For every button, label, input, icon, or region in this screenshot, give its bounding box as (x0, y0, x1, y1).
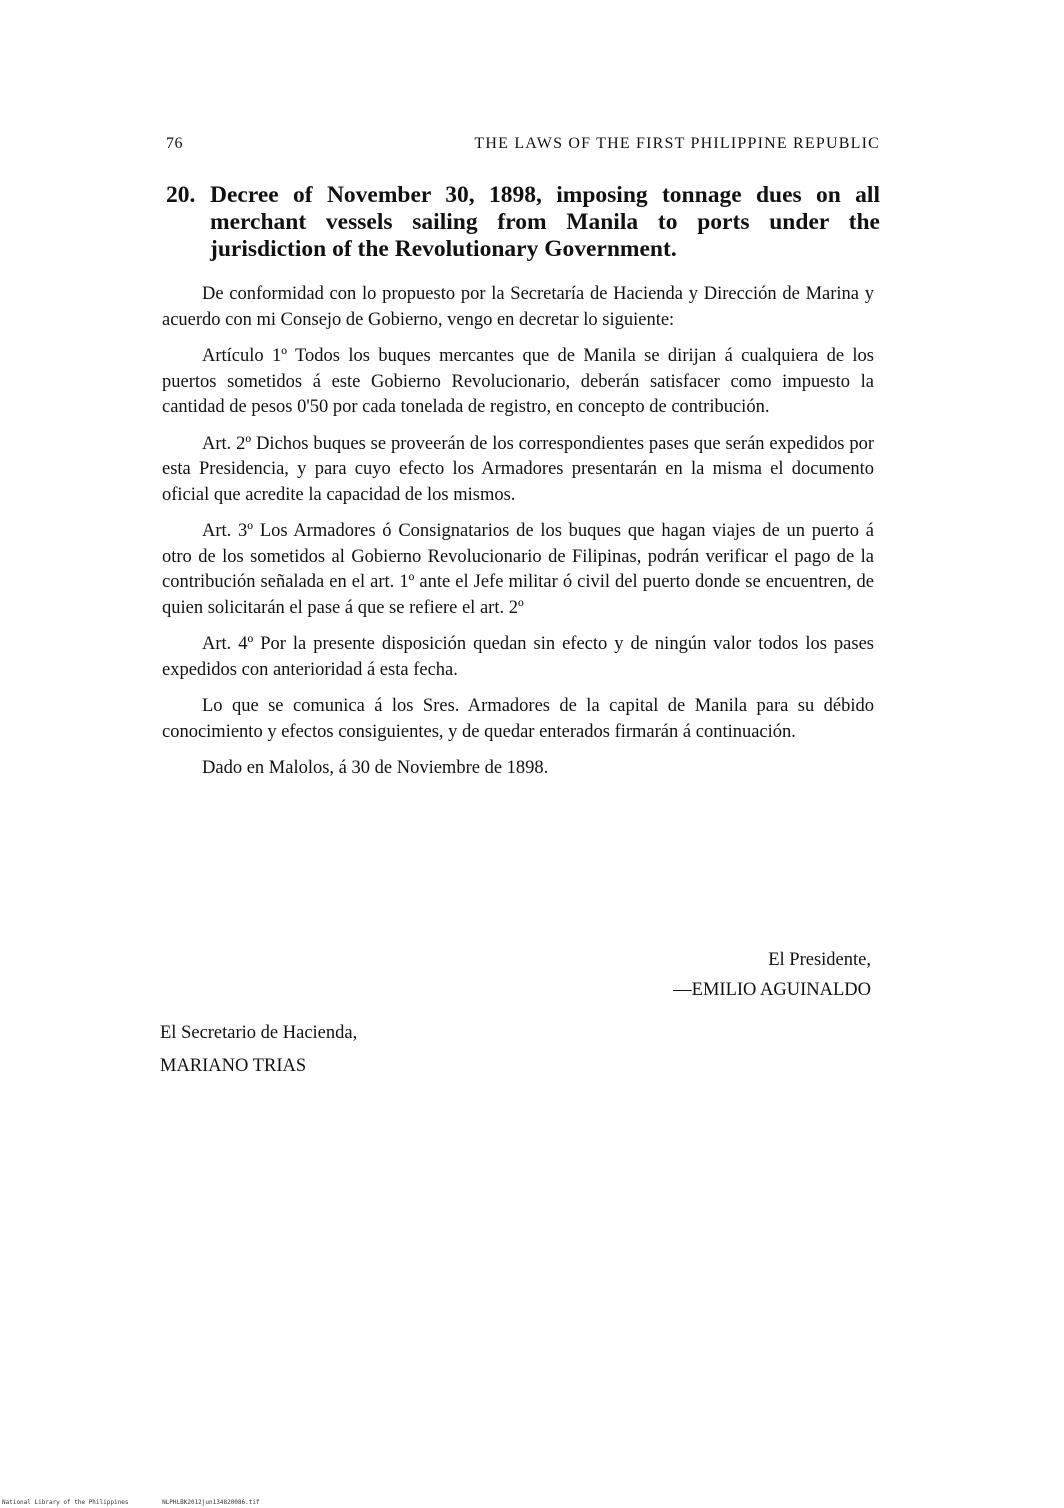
article-2-paragraph: Art. 2º Dichos buques se proveerán de los correspondientes pases que serán expedidos por esta Presidencia, y para cuyo efecto los Armadores presentarán en la misma el documento oficial que acredite la capacidad de los mismos. (162, 433, 874, 505)
article-4-paragraph: Art. 4º Por la presente disposición quedan sin efecto y de ningún valor todos los pases expedidos con anterioridad á esta fecha. (162, 634, 874, 680)
archive-footer (2, 1499, 290, 1506)
decree-title: Decree of November 30, 1898, imposing tonnage dues on all merchant vessels sailing from Manila to ports under the jurisdiction of the Revolutionary Government. (210, 182, 880, 262)
running-title: THE LAWS OF THE FIRST PHILIPPINE REPUBLIC (474, 135, 880, 152)
closing-paragraph: Lo que se comunica á los Sres. Armadores de la capital de Manila para su débido conocimiento y efectos consiguientes, y de quedar enterados firmarán á continuación. (162, 696, 874, 742)
president-title: El Presidente, (768, 950, 871, 970)
article-3-paragraph: Art. 3º Los Armadores ó Consignatarios de los buques que hagan viajes de un puerto á otro de los sometidos al Gobierno Revolucionario de Filipinas, podrán verificar el pago de la contribución señalada en el art. 1º ante el Jefe militar ó civil del puerto donde se encuentren, de quien solicitarán el pase á que se refiere el art. 2º (162, 521, 874, 618)
decree-number: 20. (166, 182, 196, 208)
president-name: —EMILIO AGUINALDO (673, 980, 871, 1000)
page-number: 76 (166, 135, 183, 152)
secretary-name: MARIANO TRIAS (160, 1056, 307, 1076)
file-identifier: NLPHLBK2012jun134820086.tif (162, 1499, 260, 1506)
article-1-paragraph: Artículo 1º Todos los buques mercantes que de Manila se dirijan á cualquiera de los puertos sometidos á este Gobierno Revolucionario, deberán satisfacer como impuesto la cantidad de pesos 0'50 por cada tonelada de registro, en concepto de contribución. (162, 346, 874, 417)
secretary-title: El Secretario de Hacienda, (160, 1023, 358, 1043)
secretary-signature (160, 1017, 357, 1083)
preamble-paragraph: De conformidad con lo propuesto por la Secretaría de Hacienda y Dirección de Marina y acuerdo con mi Consejo de Gobierno, vengo en decretar lo siguiente: (162, 284, 874, 330)
decree-body (162, 282, 874, 782)
president-signature (673, 945, 871, 1005)
dated-line: Dado en Malolos, á 30 de Noviembre de 1898. (202, 758, 549, 778)
library-credit: National Library of the Philippines (2, 1499, 129, 1506)
decree-heading (166, 182, 880, 263)
